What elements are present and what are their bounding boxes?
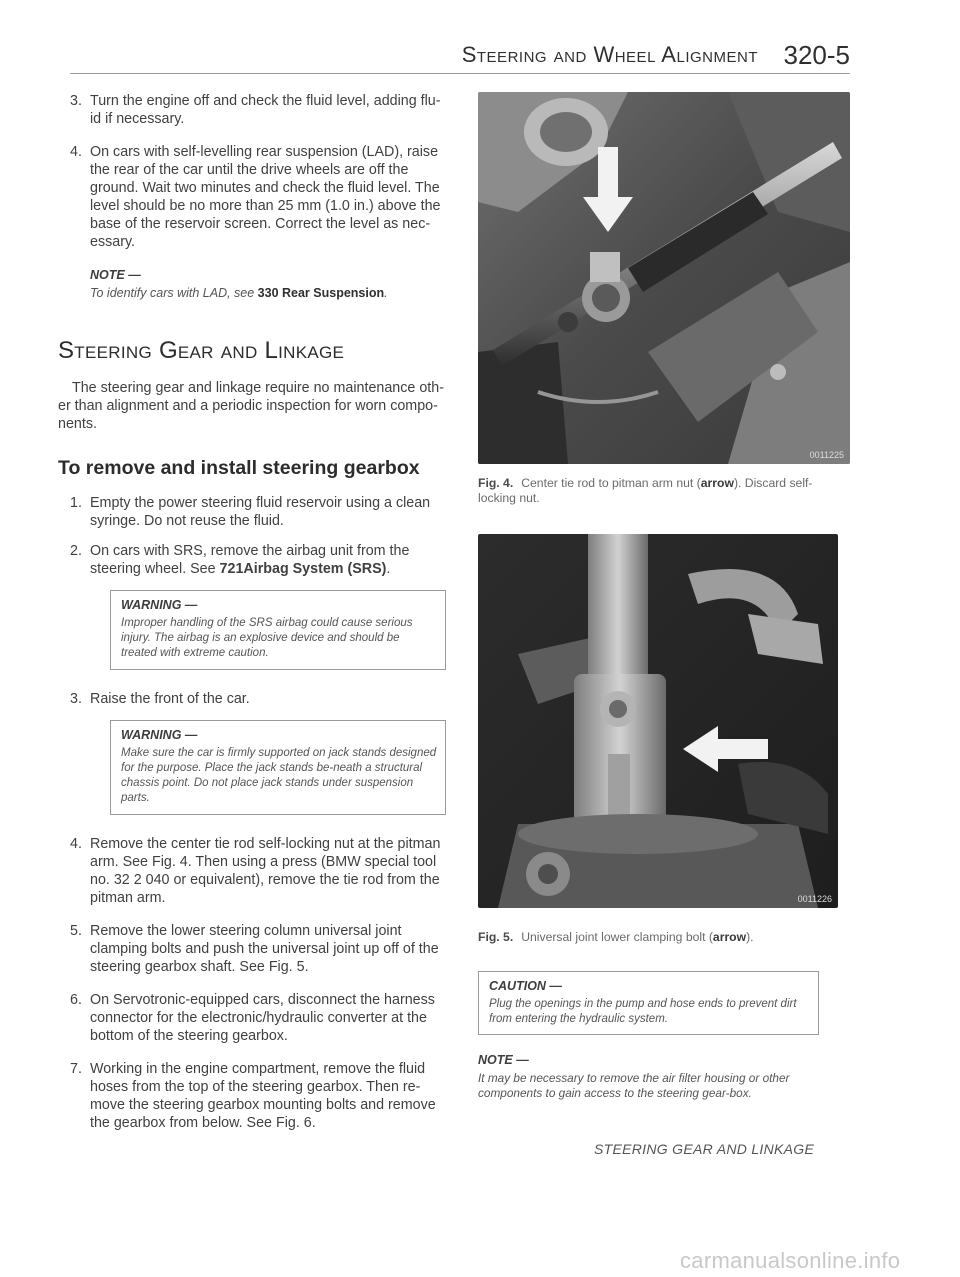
step-4-lad: 4. On cars with self-levelling rear suspension (LAD), raise the rear of the car until the drive wheels are off the ground. Wait two minutes and check the fluid level. The level should be no more than 25 mm (1.0 in.) above the base of the reservoir screen. Correct the level as nec-essary. <box>70 144 441 250</box>
fig4-illustration <box>478 92 850 464</box>
fig5-illustration <box>478 534 838 908</box>
page-number: 320-5 <box>783 40 850 70</box>
section-title: Steering and Wheel Alignment <box>461 42 758 67</box>
fig4-photo <box>478 92 850 464</box>
step-7-remove-gearbox: 7. Working in the engine compartment, remove the fluid hoses from the top of the steering gearbox. Then re-move the steering gearbox mounting bolts and remove the gearbox from below. See Fig. 6. <box>70 1061 436 1131</box>
step-6-servotronic: 6. On Servotronic-equipped cars, disconnect the harness connector for the electronic/hydraulic converter at the bottom of the steering gearbox. <box>70 992 435 1044</box>
step-3-check-fluid: 3. Turn the engine off and check the fluid level, adding flu-id if necessary. <box>70 93 441 127</box>
warning-airbag: WARNING — Improper handling of the SRS airbag could cause serious injury. The airbag is an explosive device and should be treated with extreme caution. <box>110 590 446 670</box>
footer-section-title: STEERING GEAR AND LINKAGE <box>594 1141 815 1157</box>
warning-jack-stands: WARNING — Make sure the car is firmly supported on jack stands designed for the purpose. Place the jack stands be-neath a structural chassis point. Do not place jack stands under suspension parts. <box>110 720 446 815</box>
caution-hydraulic: CAUTION — Plug the openings in the pump and hose ends to prevent dirt from entering the hydraulic system. <box>478 971 819 1035</box>
section-heading: Steering Gear and Linkage <box>58 337 345 364</box>
reference-link: 721Airbag System (SRS) <box>219 561 387 577</box>
figure-id: 0011225 <box>809 450 844 460</box>
fig5-caption: Fig. 5. Universal joint lower clamping bolt (arrow). <box>478 930 754 944</box>
reference-link: 330 Rear Suspension <box>257 286 385 300</box>
note-lad: NOTE — To identify cars with LAD, see 330 Rear Suspension. <box>90 268 388 300</box>
fig5-photo <box>478 534 838 908</box>
note-air-filter: NOTE — It may be necessary to remove the air filter housing or other components to gain access to the steering gear-box. <box>478 1053 790 1100</box>
step-2-remove-airbag: 2. On cars with SRS, remove the airbag unit from the steering wheel. See 721Airbag System (SRS). <box>70 543 410 577</box>
step-4-tie-rod: 4. Remove the center tie rod self-locking nut at the pitman arm. See Fig. 4. Then using a press (BMW special tool no. 32 2 040 or equivalent), remove the tie rod from the pitman arm. <box>70 836 441 906</box>
intro-paragraph: The steering gear and linkage require no maintenance oth-er than alignment and a periodic inspection for worn compo-nents. <box>58 380 444 432</box>
step-3-raise-car: 3. Raise the front of the car. <box>70 691 250 707</box>
left-column <box>58 92 446 1147</box>
figure-id: 0011226 <box>797 894 832 904</box>
step-1-empty-reservoir: 1. Empty the power steering fluid reservoir using a clean syringe. Do not reuse the fluid. <box>70 495 431 529</box>
watermark: carmanualsonline.info <box>680 1248 901 1273</box>
page-header <box>70 40 850 74</box>
procedure-heading: To remove and install steering gearbox <box>58 457 420 479</box>
fig4-caption: Fig. 4. Center tie rod to pitman arm nut (arrow). Discard self-locking nut. <box>478 476 813 505</box>
step-5-universal-joint: 5. Remove the lower steering column universal joint clamping bolts and push the universal joint up off of the steering gearbox shaft. See Fig. 5. <box>70 923 439 975</box>
